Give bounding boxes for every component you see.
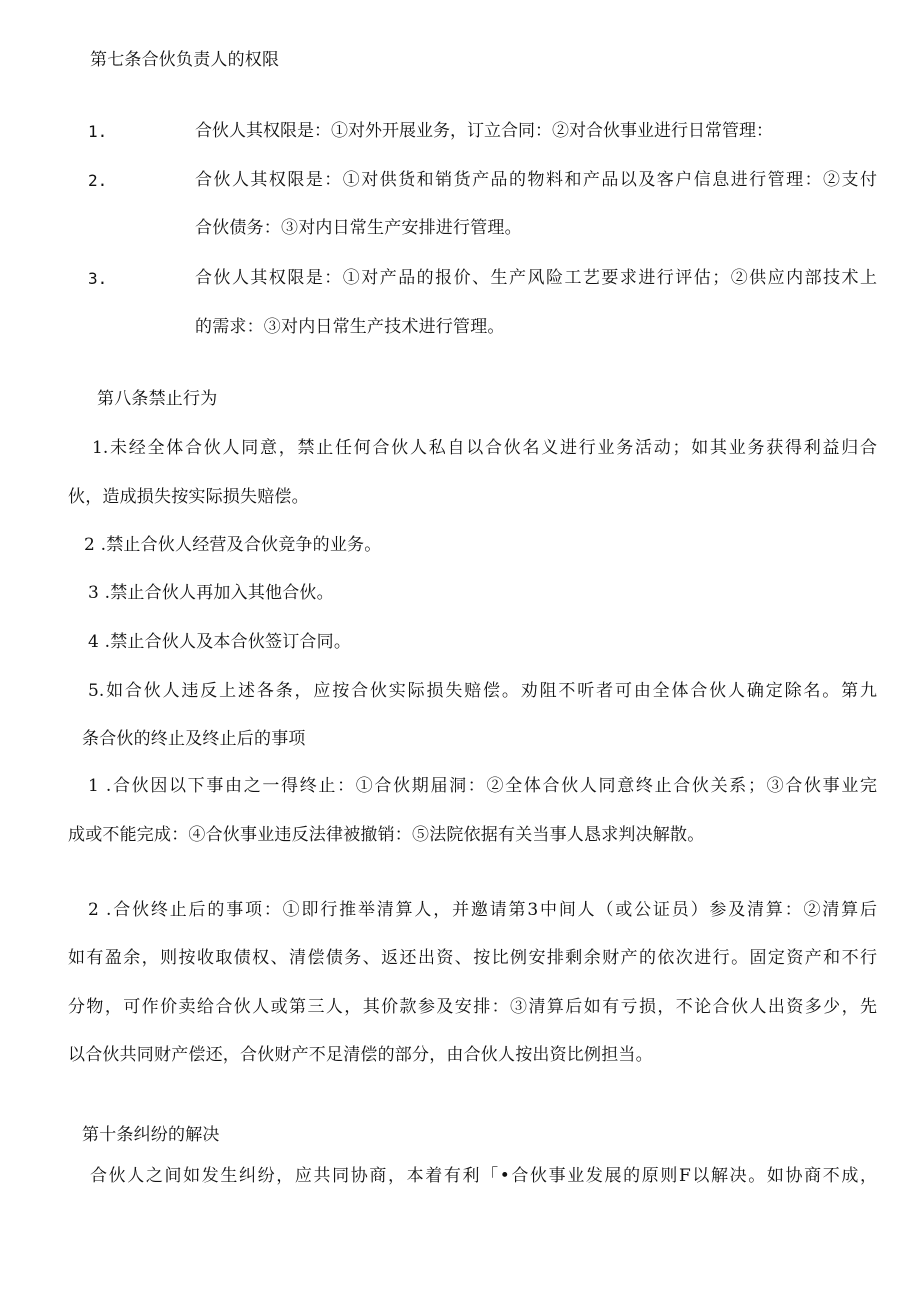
article8-item3: 3 .禁止合伙人再加入其他合伙。 — [88, 583, 334, 603]
article8-item5-line1: 5.如合伙人违反上述各条，应按合伙实际损失赔偿。劝阻不听者可由全体合伙人确定除名。第九 — [88, 681, 877, 701]
article8-heading: 第八条禁止行为 — [97, 389, 218, 409]
article7-item1-number: 1. — [88, 122, 108, 141]
article8-item2: 2 .禁止合伙人经营及合伙竞争的业务。 — [84, 535, 382, 555]
article10-heading: 第十条纠纷的解决 — [82, 1125, 220, 1145]
article9-item2-line4: 以合伙共同财产偿还，合伙财产不足清偿的部分，由合伙人按出资比例担当。 — [68, 1045, 653, 1065]
article8-item5-line2: 条合伙的终止及终止后的事项 — [82, 729, 306, 749]
article7-item3-number: 3. — [88, 269, 108, 288]
article9-item2-line1: 2 .合伙终止后的事项：①即行推举清算人，并邀请第3中间人（或公证员）参及清算：②清算后 — [88, 900, 877, 920]
article7-item2-line1: 合伙人其权限是：①对供货和销货产品的物料和产品以及客户信息进行管理：②支付 — [195, 170, 877, 190]
article7-item3-line1: 合伙人其权限是：①对产品的报价、生产风险工艺要求进行评估；②供应内部技术上 — [195, 268, 877, 288]
article8-item1-line2: 伙，造成损失按实际损失赔偿。 — [68, 487, 309, 507]
article8-item4: 4 .禁止合伙人及本合伙签订合同。 — [88, 632, 352, 652]
article7-item2-line2: 合伙债务：③对内日常生产安排进行管理。 — [195, 218, 522, 238]
article10-line1: 合伙人之间如发生纠纷，应共同协商，本着有利「•合伙事业发展的原则F以解决。如协商不成， — [90, 1166, 877, 1186]
article7-item1-line1: 合伙人其权限是：①对外开展业务，订立合同：②对合伙事业进行日常管理： — [195, 121, 773, 141]
article9-item2-line2: 如有盈余，则按收取债权、清偿债务、返还出资、按比例安排剩余财产的依次进行。固定资产和不行 — [68, 948, 877, 968]
article7-item2-number: 2. — [88, 171, 108, 190]
article8-item1-line1: 1.未经全体合伙人同意，禁止任何合伙人私自以合伙名义进行业务活动；如其业务获得利益归合 — [92, 438, 877, 458]
article7-heading: 第七条合伙负责人的权限 — [90, 50, 280, 70]
article9-item1-line1: 1 .合伙因以下事由之一得终止：①合伙期届洞：②全体合伙人同意终止合伙关系；③合伙事业完 — [88, 776, 877, 796]
article9-item1-line2: 成或不能完成：④合伙事业违反法律被撤销：⑤法院依据有关当事人恳求判决解散。 — [68, 825, 705, 845]
article7-item3-line2: 的需求：③对内日常生产技术进行管理。 — [195, 317, 505, 337]
article9-item2-line3: 分物，可作价卖给合伙人或第三人，其价款参及安排：③清算后如有亏损，不论合伙人出资多少，先 — [68, 997, 877, 1017]
